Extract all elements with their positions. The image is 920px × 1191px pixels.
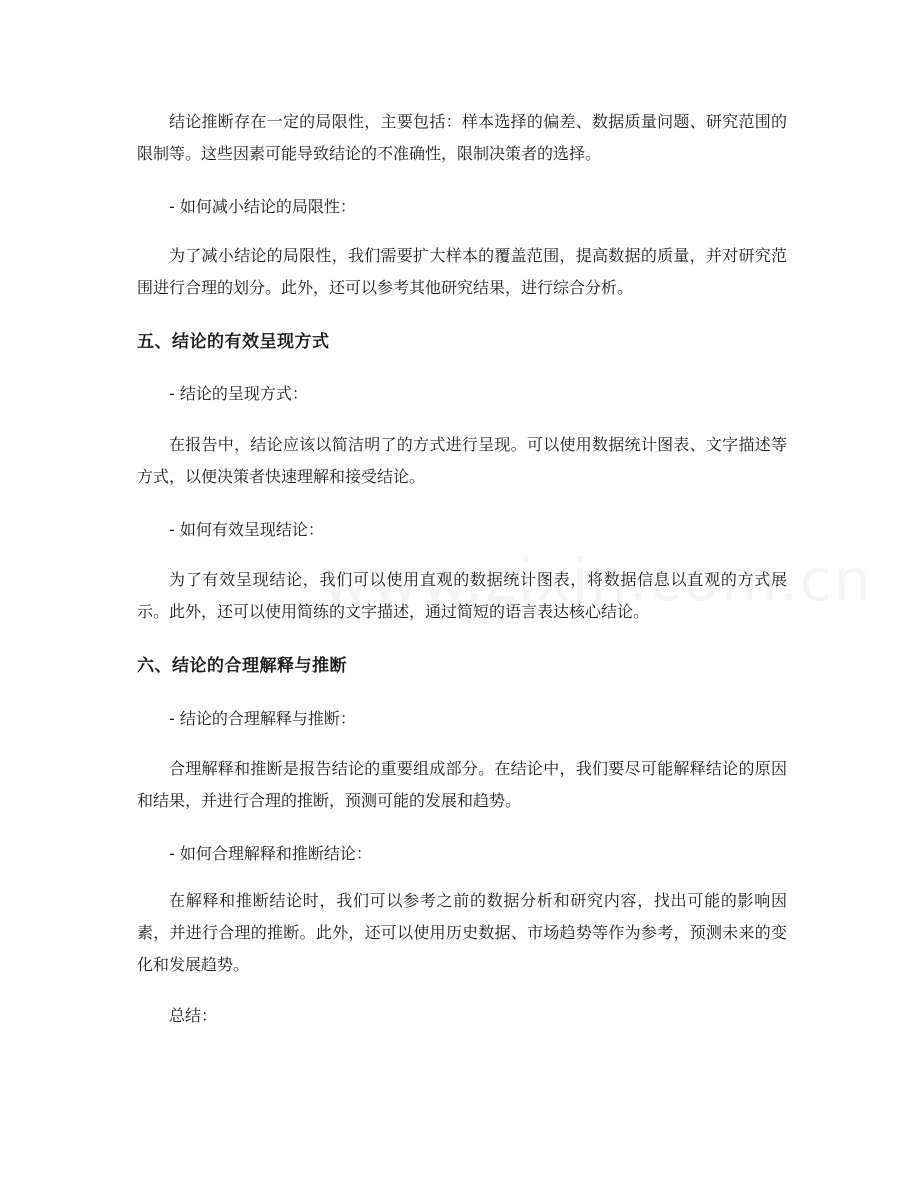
subheading-interpretation: - 结论的合理解释与推断： bbox=[169, 709, 356, 728]
subheading-reduce-limitations: - 如何减小结论的局限性： bbox=[169, 197, 356, 216]
subheading-effective-presentation: - 如何有效呈现结论： bbox=[169, 520, 324, 539]
section-heading-5: 五、结论的有效呈现方式 bbox=[137, 332, 330, 352]
section-heading-6: 六、结论的合理解释与推断 bbox=[137, 656, 347, 676]
paragraph-how-interpret: 在解释和推断结论时，我们可以参考之前的数据分析和研究内容，找出可能的影响因素，并进行合理的推断。此外，还可以使用历史数据、市场趋势等作为参考，预测未来的变化和发展趋势。 bbox=[137, 891, 787, 974]
paragraph-interpretation: 合理解释和推断是报告结论的重要组成部分。在结论中，我们要尽可能解释结论的原因和结果，并进行合理的推断，预测可能的发展和趋势。 bbox=[137, 759, 787, 810]
paragraph-presentation: 在报告中，结论应该以简洁明了的方式进行呈现。可以使用数据统计图表、文字描述等方式，以便决策者快速理解和接受结论。 bbox=[137, 435, 787, 486]
paragraph-reduce-limitations: 为了减小结论的局限性，我们需要扩大样本的覆盖范围，提高数据的质量，并对研究范围进行合理的划分。此外，还可以参考其他研究结果，进行综合分析。 bbox=[137, 246, 787, 297]
subheading-presentation: - 结论的呈现方式： bbox=[169, 384, 308, 403]
subheading-how-interpret: - 如何合理解释和推断结论： bbox=[169, 844, 372, 863]
paragraph-effective-presentation: 为了有效呈现结论，我们可以使用直观的数据统计图表，将数据信息以直观的方式展示。此外，还可以使用简练的文字描述，通过简短的语言表达核心结论。 bbox=[137, 570, 787, 621]
summary-label: 总结： bbox=[169, 1006, 218, 1025]
paragraph-limitations: 结论推断存在一定的局限性，主要包括：样本选择的偏差、数据质量问题、研究范围的限制等。这些因素可能导致结论的不准确性，限制决策者的选择。 bbox=[137, 112, 787, 163]
